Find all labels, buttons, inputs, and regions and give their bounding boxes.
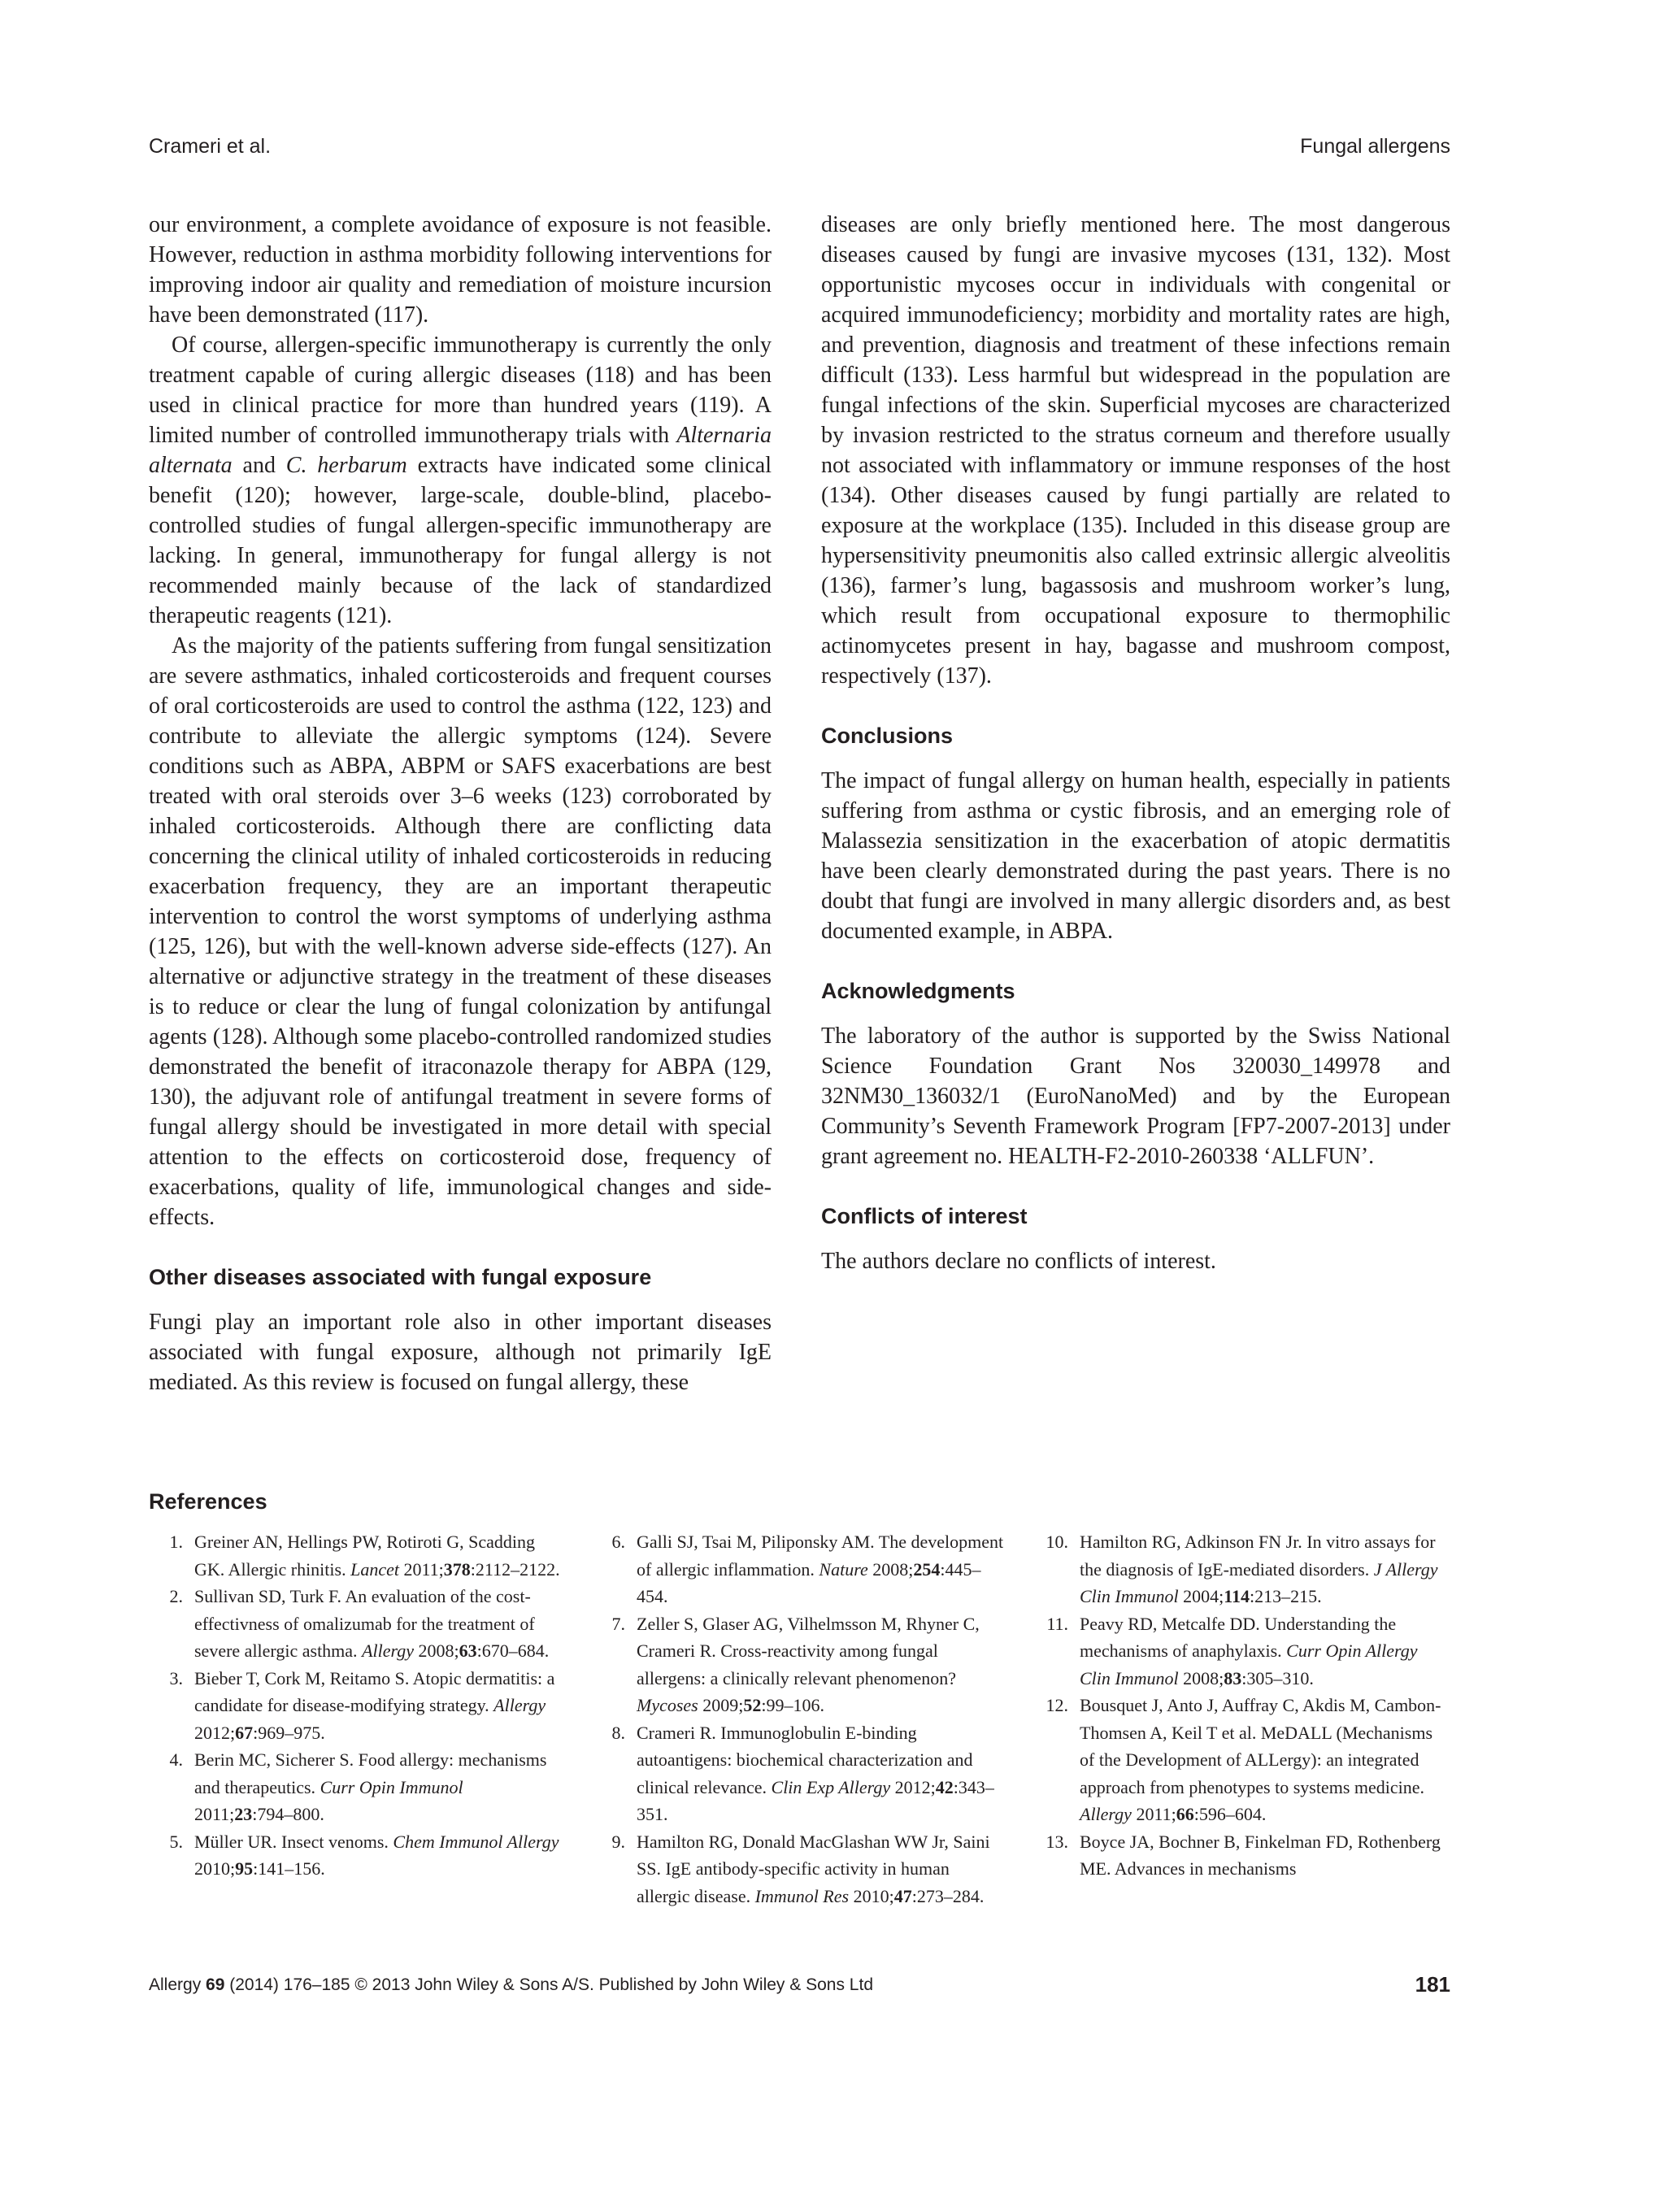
section-heading: Other diseases associated with fungal exposure xyxy=(149,1265,652,1289)
paragraph: our environment, a complete avoidance of exposure is not feasible. However, reduction in asthma morbidity following interventions for improving indoor air quality and remediation of moisture incursion have been demonstrated (117). xyxy=(149,212,772,328)
reference-number: 2. xyxy=(169,1586,183,1606)
references-column-3 xyxy=(1034,1528,1449,1883)
reference-text: Berin MC, Sicherer S. Food allergy: mechanisms and therapeutics. Curr Opin Immunol 2011;23:794–800. xyxy=(194,1749,547,1824)
left-column xyxy=(149,210,772,1397)
reference-text: Galli SJ, Tsai M, Piliponsky AM. The development of allergic inflammation. Nature 2008;254:445–454. xyxy=(637,1532,1004,1606)
reference-text: Zeller S, Glaser AG, Vilhelmsson M, Rhyner C, Crameri R. Cross-reactivity among fungal allergens: a clinically relevant phenomenon? Mycoses 2009;52:99–106. xyxy=(637,1613,980,1715)
reference-number: 12. xyxy=(1046,1695,1068,1715)
reference-item xyxy=(591,1610,1006,1719)
section-heading: Acknowledgments xyxy=(821,979,1015,1003)
reference-number: 1. xyxy=(169,1532,183,1552)
reference-number: 8. xyxy=(611,1722,625,1743)
reference-item xyxy=(591,1528,1006,1610)
reference-text: Peavy RD, Metcalfe DD. Understanding the mechanisms of anaphylaxis. Curr Opin Allergy Clin Immunol 2008;83:305–310. xyxy=(1080,1613,1418,1688)
reference-text: Sullivan SD, Turk F. An evaluation of the cost-effectivness of omalizumab for the treatment of severe allergic asthma. Allergy 2008;63:670–684. xyxy=(194,1586,550,1661)
reference-number: 6. xyxy=(611,1532,625,1552)
paragraph: diseases are only briefly mentioned here. The most dangerous diseases caused by fungi are invasive mycoses (131, 132). Most opportunistic mycoses occur in individuals with congenital or acquired immunodeficiency; morbidity and mortality rates are high, and prevention, diagnosis and treatment of these infections remain difficult (133). Less harmful but widespread in the population are fungal infections of the skin. Superficial mycoses are characterized by invasion restricted to the stratus corneum and therefore usually not associated with inflammatory or immune responses of the host (134). Other diseases caused by fungi partially are related to exposure at the workplace (135). Included in this disease group are hypersensitivity pneumonitis also called extrinsic allergic alveolitis (136), farmer’s lung, bagassosis and mushroom worker’s lung, which result from occupational exposure to thermophilic actinomycetes present in hay, bagasse and mushroom compost, respectively (137). xyxy=(821,212,1450,689)
reference-number: 5. xyxy=(169,1831,183,1852)
references-column-2 xyxy=(591,1528,1006,1910)
reference-text: Hamilton RG, Donald MacGlashan WW Jr, Saini SS. IgE antibody-specific activity in human allergic disease. Immunol Res 2010;47:273–284. xyxy=(637,1831,990,1906)
reference-number: 7. xyxy=(611,1613,625,1634)
running-head-authors: Crameri et al. xyxy=(149,135,272,158)
reference-item xyxy=(591,1719,1006,1828)
reference-item xyxy=(149,1528,563,1583)
reference-number: 4. xyxy=(169,1749,183,1770)
right-column xyxy=(821,210,1450,1276)
reference-number: 13. xyxy=(1046,1831,1068,1852)
section-heading: Conflicts of interest xyxy=(821,1204,1028,1228)
section-heading: Conclusions xyxy=(821,724,954,748)
paragraph: The laboratory of the author is supported by the Swiss National Science Foundation Grant Nos 320030_149978 and 32NM30_136032/1 (EuroNanoMed) and by the European Community’s Seventh Framework Program [FP7-2007-2013] under grant agreement no. HEALTH-F2-2010-260338 ‘ALLFUN’. xyxy=(821,1023,1450,1169)
reference-text: Hamilton RG, Adkinson FN Jr. In vitro assays for the diagnosis of IgE-mediated disorders. J Allergy Clin Immunol 2004;114:213–215. xyxy=(1080,1532,1438,1606)
page-number: 181 xyxy=(1415,1972,1450,1997)
reference-item xyxy=(149,1665,563,1747)
reference-text: Bieber T, Cork M, Reitamo S. Atopic dermatitis: a candidate for disease-modifying strategy. Allergy 2012;67:969–975. xyxy=(194,1667,555,1743)
references-column-1 xyxy=(149,1528,563,1883)
reference-text: Müller UR. Insect venoms. Chem Immunol Allergy 2010;95:141–156. xyxy=(194,1831,559,1879)
reference-text: Crameri R. Immunoglobulin E-binding autoantigens: biochemical characterization and clinical relevance. Clin Exp Allergy 2012;42:343–351. xyxy=(637,1722,994,1824)
reference-number: 9. xyxy=(611,1831,625,1852)
running-head-title: Fungal allergens xyxy=(1300,135,1450,158)
reference-number: 10. xyxy=(1046,1532,1068,1552)
reference-item xyxy=(1034,1828,1449,1883)
reference-number: 3. xyxy=(169,1667,183,1688)
paragraph: Of course, allergen-specific immunotherapy is currently the only treatment capable of curing allergic diseases (118) and has been used in clinical practice for more than hundred years (119). A limited number of controlled immunotherapy trials with Alternaria alternata and C. herbarum extracts have indicated some clinical benefit (120); however, large-scale, double-blind, placebo-controlled studies of fungal allergen-specific immunotherapy are lacking. In general, immunotherapy for fungal allergy is not recommended mainly because of the lack of standardized therapeutic reagents (121). xyxy=(149,332,772,628)
reference-item xyxy=(1034,1692,1449,1828)
reference-item xyxy=(1034,1528,1449,1610)
paragraph: Fungi play an important role also in other important diseases associated with fungal exposure, although not primarily IgE mediated. As this review is focused on fungal allergy, these xyxy=(149,1310,772,1395)
reference-text: Boyce JA, Bochner B, Finkelman FD, Rothenberg ME. Advances in mechanisms xyxy=(1080,1831,1441,1879)
reference-item xyxy=(149,1828,563,1883)
reference-item xyxy=(591,1828,1006,1910)
reference-text: Greiner AN, Hellings PW, Rotiroti G, Scadding GK. Allergic rhinitis. Lancet 2011;378:2112–2122. xyxy=(194,1532,560,1580)
reference-item xyxy=(149,1583,563,1665)
references-heading: References xyxy=(149,1489,267,1514)
paragraph: The authors declare no conflicts of interest. xyxy=(821,1249,1216,1274)
reference-text: Bousquet J, Anto J, Auffray C, Akdis M, Cambon-Thomsen A, Keil T et al. MeDALL (Mechanisms of the Development of ALLergy): an integrated approach from phenotypes to systems medicine. Allergy 2011;66:596–604. xyxy=(1080,1695,1441,1824)
paragraph: As the majority of the patients suffering from fungal sensitization are severe asthmatics, inhaled corticosteroids and frequent courses of oral corticosteroids are used to control the asthma (122, 123) and contribute to alleviate the allergic symptoms (124). Severe conditions such as ABPA, ABPM or SAFS exacerbations are best treated with oral steroids over 3–6 weeks (123) corroborated by inhaled corticosteroids. Although there are conflicting data concerning the clinical utility of inhaled corticosteroids in reducing exacerbation frequency, they are an important therapeutic intervention to control the worst symptoms of underlying asthma (125, 126), but with the well-known adverse side-effects (127). An alternative or adjunctive strategy in the treatment of these diseases is to reduce or clear the lung of fungal colonization by antifungal agents (128). Although some placebo-controlled randomized studies demonstrated the benefit of itraconazole therapy for ABPA (129, 130), the adjuvant role of antifungal treatment in severe forms of fungal allergy should be investigated in more detail with special attention to the effects on corticosteroid dose, frequency of exacerbations, quality of life, immunological changes and side-effects. xyxy=(149,633,772,1230)
footer-citation: Allergy 69 (2014) 176–185 © 2013 John Wiley & Sons A/S. Published by John Wiley & Sons Ltd xyxy=(149,1975,874,1994)
reference-number: 11. xyxy=(1046,1613,1068,1634)
paragraph: The impact of fungal allergy on human health, especially in patients suffering from asthma or cystic fibrosis, and an emerging role of Malassezia sensitization in the exacerbation of atopic dermatitis have been clearly demonstrated during the past years. There is no doubt that fungi are involved in many allergic disorders and, as best documented example, in ABPA. xyxy=(821,768,1450,944)
reference-item xyxy=(1034,1610,1449,1693)
reference-item xyxy=(149,1746,563,1828)
